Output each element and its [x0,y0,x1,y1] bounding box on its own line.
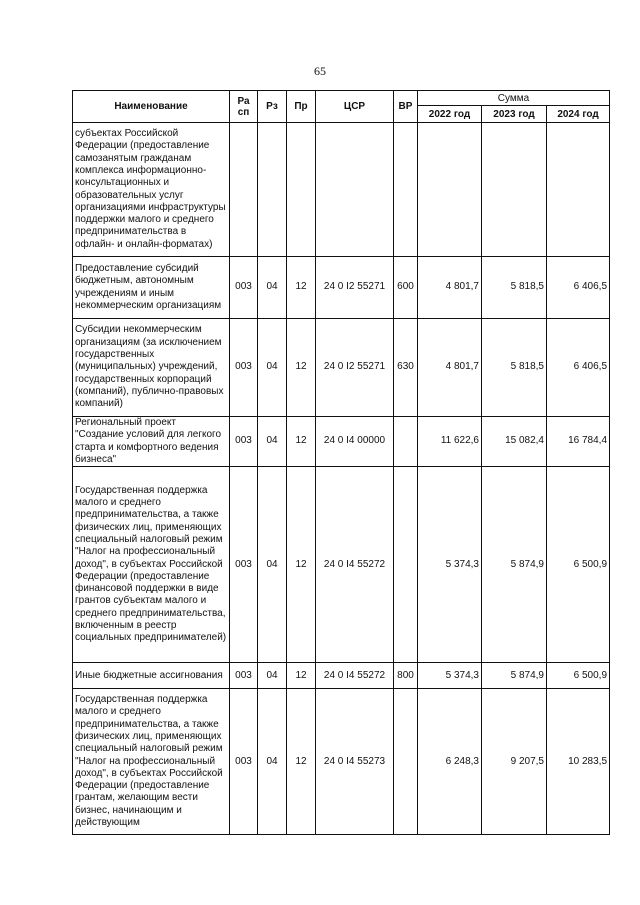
row-name: Иные бюджетные ассигнования [73,663,230,689]
row-pr: 12 [287,663,316,689]
row-2024: 6 500,9 [547,467,610,663]
row-rz [258,123,287,257]
row-rz: 04 [258,417,287,467]
budget-table [72,90,610,835]
row-ra [230,123,258,257]
header-pr: Пр [287,91,316,123]
row-2023: 5 818,5 [482,257,547,319]
row-pr: 12 [287,417,316,467]
table-row [73,689,610,835]
row-ra: 003 [230,319,258,417]
table-row [73,417,610,467]
row-name: Государственная поддержка малого и среднего предпринимательства, а также физических лиц, применяющих специальный налоговый режим "Налог на профессиональный доход", в субъектах Российской Федерации (предоставление финансовой поддержки в виде грантов субъектам малого и среднего предпринимательства, включенным в реестр социальных предпринимателей) [73,467,230,663]
row-csr: 24 0 I2 55271 [316,319,394,417]
row-pr: 12 [287,689,316,835]
header-vr: ВР [394,91,418,123]
row-rz: 04 [258,319,287,417]
header-2024: 2024 год [547,106,610,123]
header-csr: ЦСР [316,91,394,123]
row-rz: 04 [258,663,287,689]
row-name: Предоставление субсидий бюджетным, автономным учреждениям и иным некоммерческим организациям [73,257,230,319]
row-2023: 9 207,5 [482,689,547,835]
row-pr [287,123,316,257]
row-vr [394,123,418,257]
row-name: Региональный проект "Создание условий для легкого старта и комфортного ведения бизнеса" [73,417,230,467]
row-pr: 12 [287,319,316,417]
table-row [73,319,610,417]
row-csr: 24 0 I2 55271 [316,257,394,319]
table-row [73,123,610,257]
row-rz: 04 [258,257,287,319]
row-csr [316,123,394,257]
table-row [73,663,610,689]
row-2024 [547,123,610,257]
row-2023: 5 818,5 [482,319,547,417]
row-rz: 04 [258,467,287,663]
header-ra: Ра сп [230,91,258,123]
row-2024: 6 406,5 [547,319,610,417]
row-2022: 5 374,3 [418,467,482,663]
row-ra: 003 [230,467,258,663]
row-csr: 24 0 I4 55272 [316,663,394,689]
row-vr [394,467,418,663]
row-pr: 12 [287,257,316,319]
header-2023: 2023 год [482,106,547,123]
row-2022: 11 622,6 [418,417,482,467]
row-2024: 10 283,5 [547,689,610,835]
row-ra: 003 [230,257,258,319]
row-2022 [418,123,482,257]
page-number: 65 [314,64,326,78]
row-pr: 12 [287,467,316,663]
table-row [73,257,610,319]
row-csr: 24 0 I4 55273 [316,689,394,835]
row-2022: 4 801,7 [418,257,482,319]
row-2023: 5 874,9 [482,467,547,663]
header-2022: 2022 год [418,106,482,123]
row-name: Государственная поддержка малого и среднего предпринимательства, а также физических лиц, применяющих специальный налоговый режим "Налог на профессиональный доход", в субъектах Российской Федерации (предоставление грантам, желающим вести бизнес, начинающим и действующим [73,689,230,835]
table-row [73,467,610,663]
row-vr [394,417,418,467]
row-ra: 003 [230,663,258,689]
row-vr: 630 [394,319,418,417]
header-sum: Сумма [418,91,610,106]
row-2022: 6 248,3 [418,689,482,835]
row-name: Субсидии некоммерческим организациям (за исключением государственных (муниципальных) учреждений, государственных корпораций (компаний), публично-правовых компаний) [73,319,230,417]
row-2023: 15 082,4 [482,417,547,467]
row-2022: 5 374,3 [418,663,482,689]
header-rz: Рз [258,91,287,123]
row-2023: 5 874,9 [482,663,547,689]
row-2024: 6 406,5 [547,257,610,319]
row-ra: 003 [230,417,258,467]
row-2024: 6 500,9 [547,663,610,689]
row-rz: 04 [258,689,287,835]
row-vr [394,689,418,835]
row-2023 [482,123,547,257]
row-2024: 16 784,4 [547,417,610,467]
row-name: субъектах Российской Федерации (предоставление самозанятым гражданам комплекса информационно-консультационных и образовательных услуг организациями инфраструктуры поддержки малого и среднего предпринимательства в офлайн- и онлайн-форматах) [73,123,230,257]
row-vr: 800 [394,663,418,689]
row-csr: 24 0 I4 55272 [316,467,394,663]
row-ra: 003 [230,689,258,835]
row-csr: 24 0 I4 00000 [316,417,394,467]
header-name: Наименование [73,91,230,123]
row-vr: 600 [394,257,418,319]
row-2022: 4 801,7 [418,319,482,417]
